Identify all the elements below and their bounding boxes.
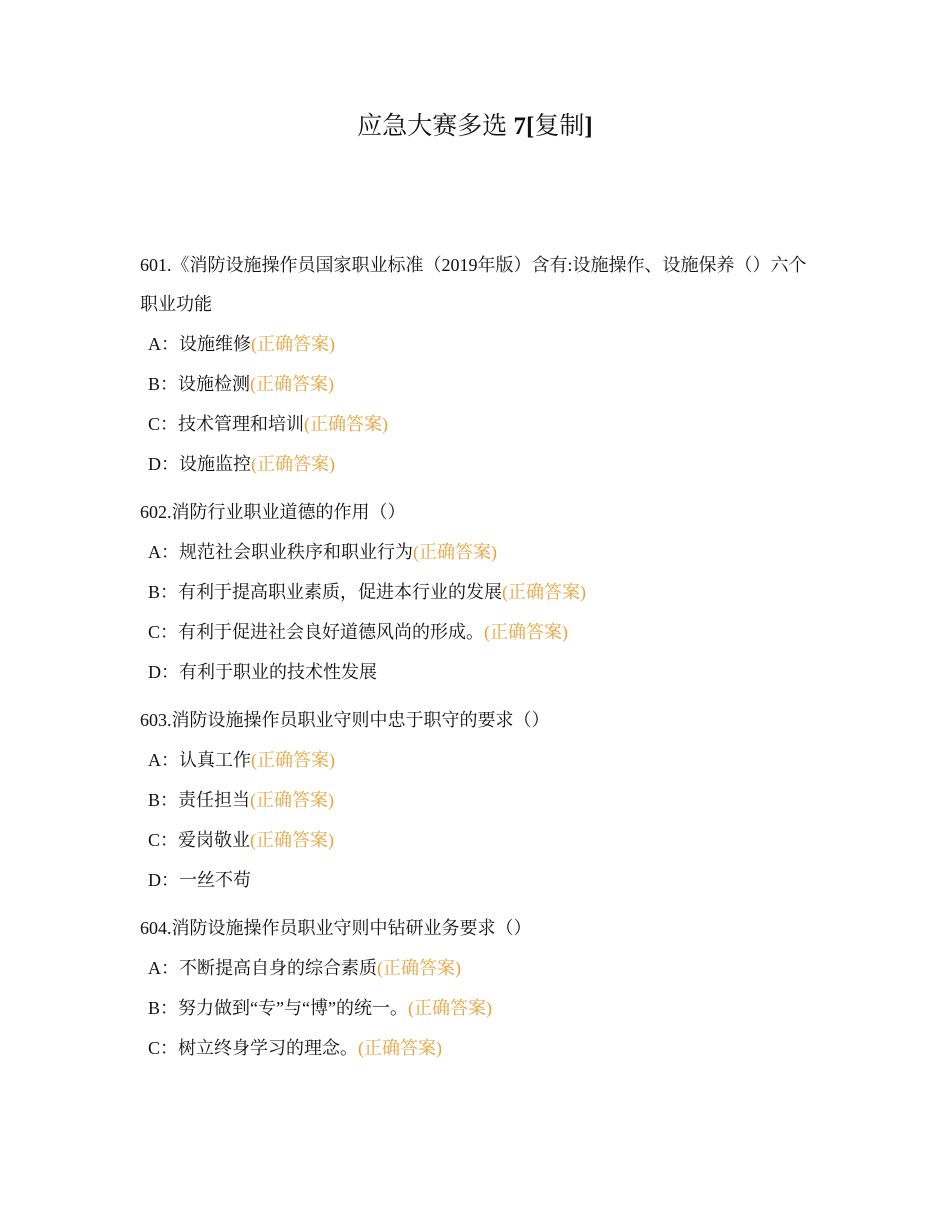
question-text: 604.消防设施操作员职业守则中钻研业务要求（）	[140, 918, 532, 938]
question-text: 603.消防设施操作员职业守则中忠于职守的要求（）	[140, 710, 550, 730]
option-label: A：认真工作	[148, 750, 251, 770]
option-label: C：有利于促进社会良好道德风尚的形成。	[148, 622, 485, 642]
option-c	[140, 612, 810, 652]
correct-answer-tag: (正确答案)	[251, 750, 335, 770]
option-c	[140, 404, 810, 444]
option-label: D：一丝不苟	[148, 870, 251, 890]
title-prefix: 应急大赛多选	[357, 113, 508, 140]
option-b	[140, 780, 810, 820]
option-d	[140, 652, 810, 692]
option-label: B：责任担当	[148, 790, 251, 810]
title-suffix: 复制	[534, 113, 585, 140]
correct-answer-tag: (正确答案)	[484, 622, 569, 642]
correct-answer-tag: (正确答案)	[358, 1038, 443, 1058]
option-a	[140, 324, 810, 364]
option-label: B：努力做到“专”与“博”的统一。	[148, 998, 408, 1018]
question-603	[140, 701, 810, 900]
correct-answer-tag: (正确答案)	[251, 334, 335, 354]
correct-answer-tag: (正确答案)	[502, 582, 587, 602]
option-label: A：设施维修	[148, 334, 251, 354]
option-label: A：不断提高自身的综合素质	[148, 958, 377, 978]
option-b	[140, 364, 810, 404]
option-label: C：技术管理和培训	[148, 414, 305, 434]
title-bracket-close: ]	[584, 113, 593, 140]
question-601	[140, 246, 810, 484]
option-label: C：树立终身学习的理念。	[148, 1038, 359, 1058]
title-number: 7	[513, 113, 527, 140]
question-list	[140, 246, 810, 1077]
option-a	[140, 740, 810, 780]
question-604	[140, 909, 810, 1068]
option-a	[140, 948, 810, 988]
option-label: B：有利于提高职业素质，促进本行业的发展	[148, 582, 503, 602]
option-label: A：规范社会职业秩序和职业行为	[148, 542, 413, 562]
title-bracket-open: [	[526, 113, 535, 140]
option-label: D：设施监控	[148, 454, 251, 474]
correct-answer-tag: (正确答案)	[413, 542, 497, 562]
correct-answer-tag: (正确答案)	[304, 414, 389, 434]
option-c	[140, 820, 810, 860]
option-b	[140, 572, 810, 612]
question-text: 601.《消防设施操作员国家职业标准（2019年版）含有:设施操作、设施保养（）六个职业功能	[140, 255, 807, 314]
correct-answer-tag: (正确答案)	[407, 998, 492, 1018]
option-label: D：有利于职业的技术性发展	[148, 662, 377, 682]
correct-answer-tag: (正确答案)	[377, 958, 461, 978]
option-label: C：爱岗敬业	[148, 830, 251, 850]
correct-answer-tag: (正确答案)	[250, 830, 335, 850]
option-d	[140, 860, 810, 900]
option-b	[140, 988, 810, 1028]
option-d	[140, 444, 810, 484]
option-c	[140, 1028, 810, 1068]
option-a	[140, 532, 810, 572]
page-title	[0, 110, 950, 144]
correct-answer-tag: (正确答案)	[250, 790, 335, 810]
question-602	[140, 493, 810, 692]
question-text: 602.消防行业职业道德的作用（）	[140, 502, 406, 522]
option-label: B：设施检测	[148, 374, 251, 394]
correct-answer-tag: (正确答案)	[251, 454, 335, 474]
correct-answer-tag: (正确答案)	[250, 374, 335, 394]
